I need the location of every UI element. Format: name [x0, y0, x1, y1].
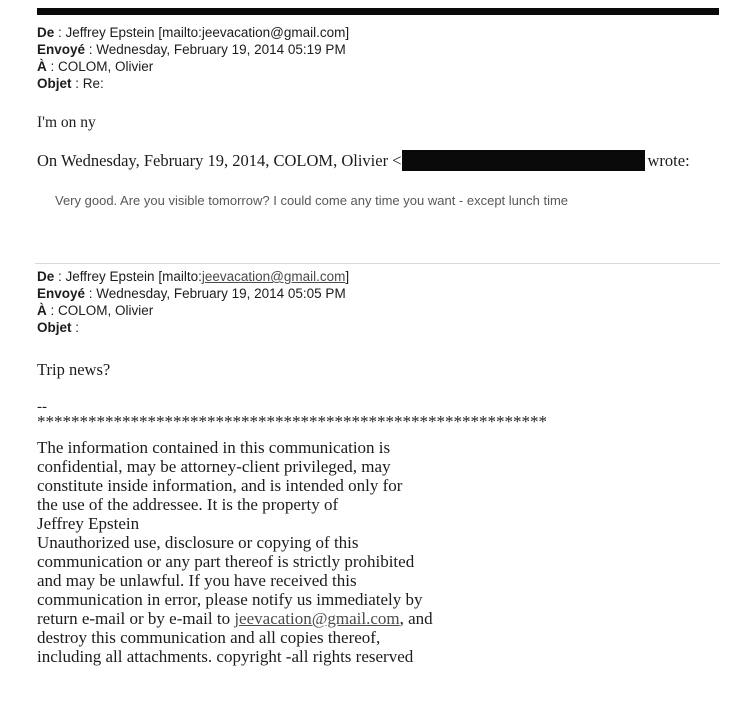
quote-attribution-before: On Wednesday, February 19, 2014, COLOM, Olivier < — [37, 151, 402, 170]
section-divider — [35, 263, 720, 264]
disclaimer-link-line-before: return e-mail or by e-mail to — [37, 609, 235, 628]
email2-header-row-de — [37, 268, 721, 285]
header-value-de-prefix: : Jeffrey Epstein [mailto: — [54, 269, 202, 284]
quoted-reply-text: Very good. Are you visible tomorrow? I could come any time you want - except lunch time — [55, 193, 569, 208]
header-value-objet: : — [71, 320, 80, 335]
disclaimer-line: The information contained in this communication is — [37, 438, 391, 457]
header-label-a: À — [37, 303, 47, 318]
email1-header-row-envoye — [37, 41, 721, 58]
header-label-objet: Objet — [37, 76, 72, 91]
signature-dashes: -- — [37, 399, 47, 415]
email1-body-text: I'm on ny — [37, 114, 96, 131]
disclaimer-link-line — [37, 609, 721, 628]
email2-body-text: Trip news? — [37, 360, 111, 379]
email1-header-row-objet — [37, 75, 721, 92]
header-value-de-suffix: ] — [345, 269, 350, 284]
header-label-envoye: Envoyé — [37, 42, 86, 57]
disclaimer-text — [37, 438, 721, 666]
header-value-de: : Jeffrey Epstein [mailto:jeevacation@gmail.com] — [54, 25, 350, 40]
signature-separator-stars: ************************************************************ — [37, 412, 547, 431]
redacted-email-address — [402, 150, 645, 171]
header-value-a: : COLOM, Olivier — [46, 303, 154, 318]
header-value-envoye: : Wednesday, February 19, 2014 05:05 PM — [85, 286, 346, 301]
header-label-a: À — [37, 59, 47, 74]
disclaimer-line: communication in error, please notify us immediately by — [37, 590, 423, 609]
disclaimer-line: Jeffrey Epstein — [37, 514, 140, 533]
quote-attribution-line — [37, 150, 721, 172]
header-label-envoye: Envoyé — [37, 286, 86, 301]
email2-header-row-objet — [37, 319, 721, 336]
quote-attribution-after: wrote: — [647, 151, 690, 170]
disclaimer-email-link[interactable]: jeevacation@gmail.com — [234, 609, 400, 628]
header-value-envoye: : Wednesday, February 19, 2014 05:19 PM — [85, 42, 346, 57]
disclaimer-line: constitute inside information, and is intended only for — [37, 476, 403, 495]
disclaimer-link-line-after: , and — [399, 609, 433, 628]
header-value-objet: : Re: — [71, 76, 104, 91]
disclaimer-line: destroy this communication and all copies thereof, — [37, 628, 381, 647]
mailto-link[interactable]: jeevacation@gmail.com — [201, 269, 346, 284]
disclaimer-line: Unauthorized use, disclosure or copying of this — [37, 533, 359, 552]
email1-header-block — [37, 24, 721, 92]
email1-header-row-de — [37, 24, 721, 41]
header-label-objet: Objet — [37, 320, 72, 335]
header-value-a: : COLOM, Olivier — [46, 59, 154, 74]
top-redaction-bar — [37, 8, 719, 15]
disclaimer-line: including all attachments. copyright -all rights reserved — [37, 647, 414, 666]
disclaimer-line: the use of the addressee. It is the property of — [37, 495, 339, 514]
disclaimer-line: communication or any part thereof is strictly prohibited — [37, 552, 415, 571]
email1-header-row-a — [37, 58, 721, 75]
email-document — [0, 8, 739, 717]
header-label-de: De — [37, 269, 55, 284]
disclaimer-line: confidential, may be attorney-client privileged, may — [37, 457, 391, 476]
disclaimer-line: and may be unlawful. If you have received this — [37, 571, 357, 590]
email2-header-row-a — [37, 302, 721, 319]
header-label-de: De — [37, 25, 55, 40]
email2-header-block — [37, 268, 721, 336]
email2-header-row-envoye — [37, 285, 721, 302]
